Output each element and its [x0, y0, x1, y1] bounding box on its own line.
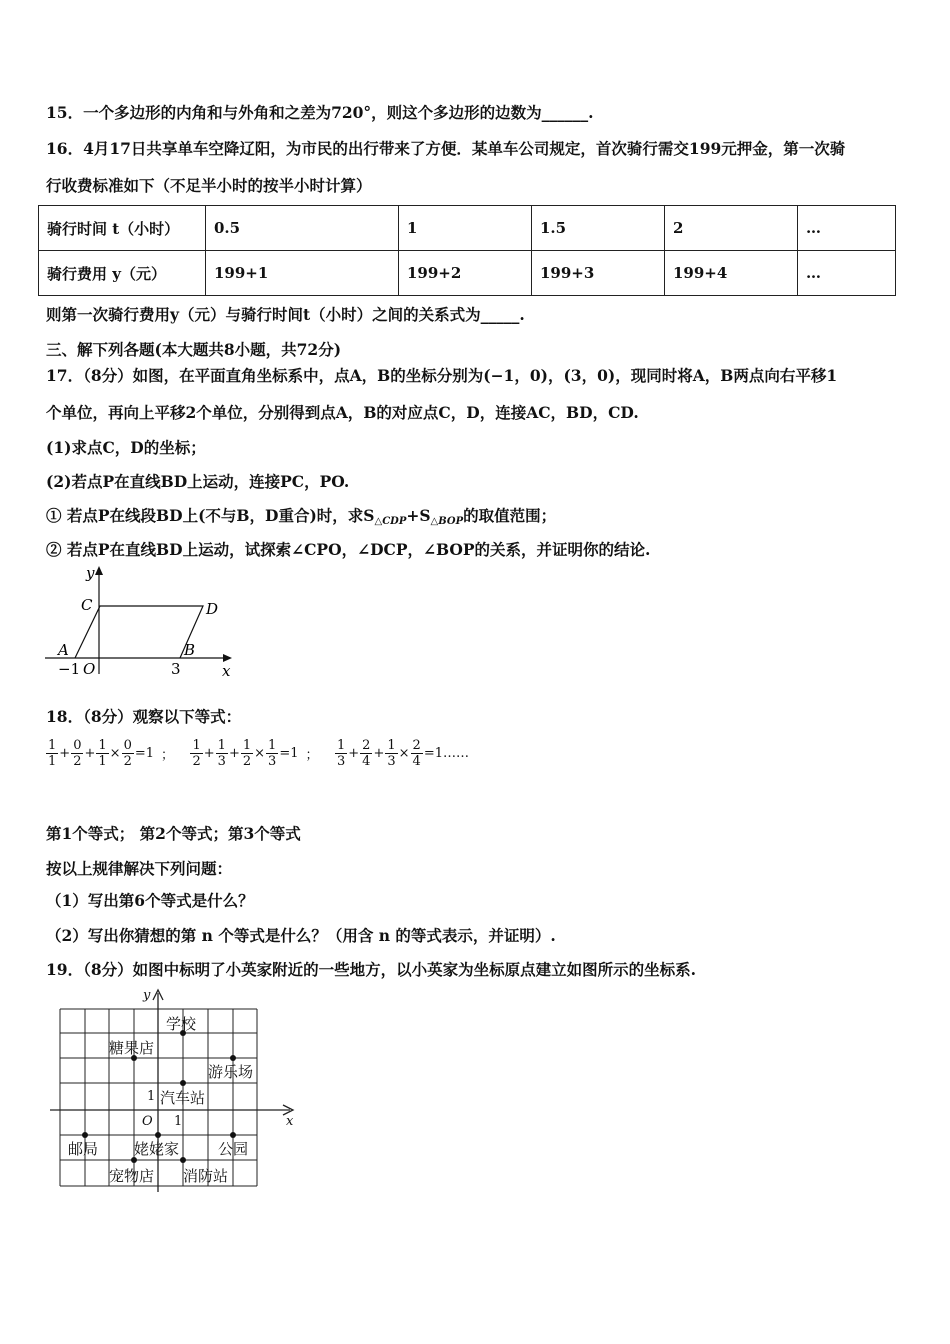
- fraction: $\frac{1}{3}$: [217, 738, 226, 769]
- label-school: 学校: [166, 1015, 197, 1033]
- label-pet-store: 宠物店: [109, 1167, 155, 1185]
- label-amusement-park: 游乐场: [208, 1063, 254, 1081]
- table-row: [39, 206, 896, 251]
- eq2-result: =1: [279, 746, 299, 761]
- q18-rule: 按以上规律解决下列问题：: [46, 859, 233, 878]
- q18-part2: （2）写出你猜想的第 n 个等式是什么？（用含 n 的等式表示，并证明）.: [46, 926, 556, 945]
- q15-number: 15．: [46, 103, 84, 122]
- fraction: $\frac{1}{2}$: [192, 738, 201, 769]
- label-grandma-home: 姥姥家: [134, 1140, 180, 1158]
- label-c: C: [81, 596, 93, 614]
- fraction: $\frac{0}{2}$: [123, 738, 132, 769]
- cell: 2: [665, 206, 798, 251]
- label-3: 3: [171, 660, 181, 678]
- label-x: x: [286, 1114, 294, 1129]
- table-row: [39, 251, 896, 296]
- label-post-office: 邮局: [68, 1140, 99, 1158]
- sub1-pre: ① 若点P在线段BD上(不与B，D重合)时，求S: [46, 506, 375, 525]
- sub1-subscript-1: △CDP: [374, 516, 407, 527]
- fraction: $\frac{1}{1}$: [48, 738, 57, 769]
- figure-19: [50, 985, 310, 1195]
- q16-number: 16．: [46, 139, 84, 158]
- q18-title: 18．（8分）观察以下等式：: [46, 707, 242, 726]
- label-x: x: [222, 662, 231, 680]
- fraction: $\frac{1}{1}$: [98, 738, 107, 769]
- label-b: B: [184, 641, 196, 659]
- q17-line1: 17．（8分）如图，在平面直角坐标系中，点A，B的坐标分别为(−1，0)，(3，0)，现同时将A，B两点向右平移1: [46, 366, 838, 385]
- fraction: $\frac{2}{4}$: [412, 738, 421, 769]
- q18-equations: $\frac{1}{1}$ + $\frac{0}{2}$ + $\frac{1}{1}$ × $\frac{0}{2}$ =1 ； $\frac{1}{2}$ + $\frac{1}{3}$ + $\frac{1}{2}$ × $\frac{1}{3}$ =1 ； $\frac{1}{3}$ + $\frac{2}{4}$ + $\frac{1}{3}$ × $\frac{2}{4}$ =1……: [48, 738, 469, 769]
- q17-part2: (2)若点P在直线BD上运动，连接PC，PO.: [46, 472, 350, 491]
- label-1-y: 1: [147, 1089, 156, 1104]
- eq3-result: =1……: [423, 746, 469, 761]
- q17-part1: (1)求点C，D的坐标；: [46, 438, 206, 457]
- label-y: y: [143, 988, 151, 1003]
- row2-label: 骑行费用 y（元）: [39, 251, 206, 296]
- sub1-plus: +S: [406, 506, 431, 525]
- q16-line2: 行收费标准如下（不足半小时的按半小时计算）: [46, 176, 372, 195]
- fee-table: [38, 205, 896, 296]
- q15-text: 一个多边形的内角和与外角和之差为720°，则这个多边形的边数为______.: [83, 103, 594, 122]
- q18-part1: （1）写出第6个等式是什么？: [46, 891, 254, 910]
- cell: 1: [399, 206, 532, 251]
- q16-line1: [46, 137, 845, 159]
- q19-text: 19．（8分）如图中标明了小英家附近的一些地方，以小英家为坐标原点建立如图所示的坐标系.: [46, 960, 697, 979]
- cell: 1.5: [532, 206, 665, 251]
- label-candy-store: 糖果店: [109, 1039, 155, 1057]
- cell: …: [798, 251, 896, 296]
- cell: 199+3: [532, 251, 665, 296]
- cell: 199+4: [665, 251, 798, 296]
- cell: 199+1: [206, 251, 399, 296]
- label-o: O: [83, 660, 96, 678]
- cell: …: [798, 206, 896, 251]
- figure-17: [40, 562, 240, 682]
- sub1-subscript-2: △BOP: [430, 516, 464, 527]
- label-o: O: [142, 1114, 153, 1129]
- label-d: D: [206, 600, 219, 618]
- q17-sub2: ② 若点P在直线BD上运动，试探索∠CPO，∠DCP，∠BOP的关系，并证明你的结论.: [46, 540, 651, 559]
- sub1-post: 的取值范围；: [463, 506, 557, 525]
- row1-label: 骑行时间 t（小时）: [39, 206, 206, 251]
- q17-sub1: [46, 504, 556, 527]
- cell: 0.5: [206, 206, 399, 251]
- fraction: $\frac{2}{4}$: [362, 738, 371, 769]
- q18-labels: 第1个等式； 第2个等式；第3个等式: [46, 824, 301, 843]
- fraction: $\frac{1}{3}$: [336, 738, 346, 769]
- fraction: $\frac{1}{3}$: [268, 738, 277, 769]
- eq1-result: =1: [134, 746, 155, 761]
- fraction: $\frac{1}{3}$: [387, 738, 396, 769]
- fraction: $\frac{0}{2}$: [73, 738, 82, 769]
- section-3-heading: 三、解下列各题(本大题共8小题，共72分): [46, 340, 342, 359]
- label-fire-station: 消防站: [183, 1167, 229, 1185]
- label-a: A: [58, 641, 69, 659]
- x-arrow-icon: [223, 654, 232, 662]
- q15-line: [46, 101, 594, 123]
- q16-tail: 则第一次骑行费用y（元）与骑行时间t（小时）之间的关系式为_____.: [46, 305, 525, 324]
- label-bus-station: 汽车站: [160, 1089, 206, 1107]
- label-y: y: [86, 564, 95, 582]
- fraction: $\frac{1}{2}$: [242, 738, 252, 769]
- q16-text-1: 4月17日共享单车空降辽阳，为市民的出行带来了方便．某单车公司规定，首次骑行需交199元押金，第一次骑: [83, 139, 846, 158]
- label-neg1: −1: [58, 660, 81, 678]
- q17-line2: 个单位，再向上平移2个单位，分别得到点A，B的对应点C，D，连接AC，BD，CD.: [46, 403, 639, 422]
- label-park: 公园: [218, 1140, 249, 1158]
- cell: 199+2: [399, 251, 532, 296]
- label-1-x: 1: [174, 1114, 183, 1129]
- y-arrow-icon: [95, 566, 103, 575]
